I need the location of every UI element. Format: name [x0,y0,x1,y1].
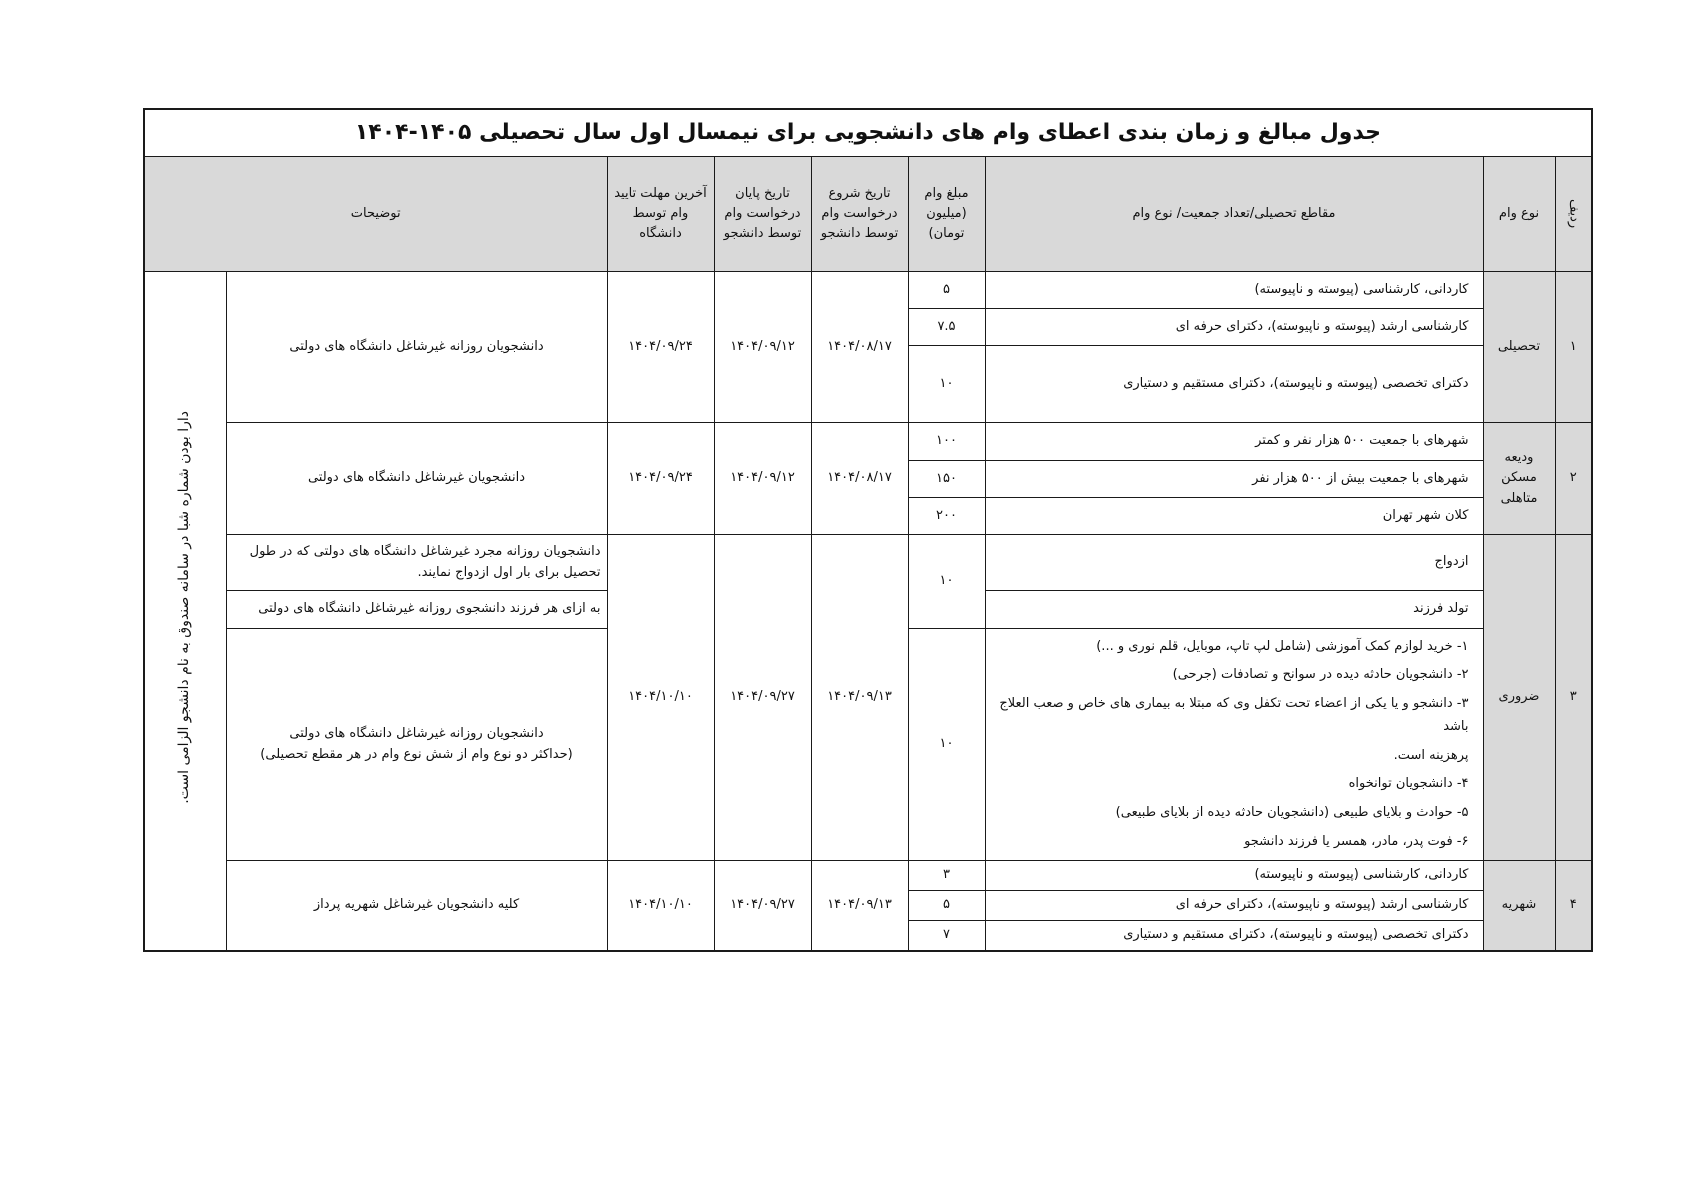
amount-cell: ۵ [908,891,985,921]
table-row [144,423,1592,461]
header-loan-type: نوع وام [1483,157,1555,272]
grade-cell-marriage: ازدواج [985,535,1483,591]
grade-cell: کارشناسی ارشد (پیوسته و ناپیوسته)، دکترای حرفه ای [985,891,1483,921]
loan-schedule-document [145,108,1593,952]
end-date-cell: ۱۴۰۴/۰۹/۱۲ [714,272,811,423]
end-date-cell: ۱۴۰۴/۰۹/۲۷ [714,535,811,861]
notes-line: دانشجویان روزانه غیرشاغل دانشگاه های دولتی [289,726,544,742]
grade-cell: شهرهای با جمعیت بیش از ۵۰۰ هزار نفر [985,461,1483,498]
start-date-cell: ۱۴۰۴/۰۹/۱۳ [811,861,908,951]
notes-cell-other [226,629,607,861]
table-title: جدول مبالغ و زمان بندی اعطای وام های دانشجویی برای نیمسال اول سال تحصیلی ۱۴۰۵-۱۴۰۴ [144,109,1592,157]
start-date-cell: ۱۴۰۴/۰۸/۱۷ [811,423,908,535]
amount-cell: ۱۰ [908,629,985,861]
loan-type-housing-deposit: ودیعه مسکن متاهلی [1483,423,1555,535]
header-amount: مبلغ وام (میلیون تومان) [908,157,985,272]
approval-deadline-cell: ۱۴۰۴/۰۹/۲۴ [607,272,714,423]
end-date-cell: ۱۴۰۴/۰۹/۱۲ [714,423,811,535]
list-item: ۵- حوادث و بلایای طبیعی (دانشجویان حادثه دیده از بلایای طبیعی) [1115,805,1469,820]
list-item: ۲- دانشجویان حادثه دیده در سوانح و تصادفات (جرحی) [1172,667,1469,683]
row-number-4: ۴ [1555,861,1592,951]
end-date-cell: ۱۴۰۴/۰۹/۲۷ [714,861,811,951]
notes-line: (حداکثر دو نوع وام از شش نوع وام در هر مقطع تحصیلی) [260,746,573,762]
row-number-3: ۳ [1555,535,1592,861]
amount-cell: ۱۰۰ [908,423,985,461]
amount-cell: ۱۵۰ [908,461,985,498]
amount-cell: ۲۰۰ [908,498,985,535]
amount-cell: ۳ [908,861,985,891]
header-grades: مقاطع تحصیلی/تعداد جمعیت/ نوع وام [985,157,1483,272]
header-end-date: تاریخ پایان درخواست وام توسط دانشجو [714,157,811,272]
approval-deadline-cell: ۱۴۰۴/۰۹/۲۴ [607,423,714,535]
grade-cell: کلان شهر تهران [985,498,1483,535]
notes-cell: کلیه دانشجویان غیرشاغل شهریه پرداز [226,861,607,951]
grade-cell: دکترای تخصصی (پیوسته و ناپیوسته)، دکترای مستقیم و دستیاری [985,346,1483,423]
start-date-cell: ۱۴۰۴/۰۸/۱۷ [811,272,908,423]
grade-cell: کاردانی، کارشناسی (پیوسته و ناپیوسته) [985,861,1483,891]
list-item: ۱- خرید لوازم کمک آموزشی (شامل لپ تاپ، موبایل، قلم نوری و ...) [1096,638,1469,654]
grade-cell-birth: تولد فرزند [985,591,1483,629]
list-item: ۴- دانشجویان توانخواه [1348,776,1469,792]
notes-cell: دانشجویان روزانه غیرشاغل دانشگاه های دولتی [226,272,607,423]
loan-type-tahsili: تحصیلی [1483,272,1555,423]
notes-cell-marriage: دانشجویان روزانه مجرد غیرشاغل دانشگاه های دولتی که در طول تحصیل برای بار اول ازدواج نمایند. [226,535,607,591]
header-row [144,157,1592,272]
table-row [144,535,1592,591]
grade-cell: کاردانی، کارشناسی (پیوسته و ناپیوسته) [985,272,1483,309]
list-item: پرهزینه است. [1393,747,1469,763]
list-item: ۶- فوت پدر، مادر، همسر یا فرزند دانشجو [1244,833,1469,849]
row-number-1: ۱ [1555,272,1592,423]
table-row [144,272,1592,309]
start-date-cell: ۱۴۰۴/۰۹/۱۳ [811,535,908,861]
emergency-reasons-list [985,629,1483,861]
approval-deadline-cell: ۱۴۰۴/۱۰/۱۰ [607,861,714,951]
row-number-2: ۲ [1555,423,1592,535]
header-row-number: ردیف [1555,157,1592,272]
loan-type-emergency: ضروری [1483,535,1555,861]
grade-cell: دکترای تخصصی (پیوسته و ناپیوسته)، دکترای مستقیم و دستیاری [985,921,1483,951]
header-approval-deadline: آخرین مهلت تایید وام توسط دانشگاه [607,157,714,272]
list-item: ۳- دانشجو و یا یکی از اعضاء تحت تکفل وی که مبتلا به بیماری های خاص و صعب العلاج باشد [999,696,1469,734]
grade-cell: شهرهای با جمعیت ۵۰۰ هزار نفر و کمتر [985,423,1483,461]
amount-cell: ۵ [908,272,985,309]
grade-cell: کارشناسی ارشد (پیوسته و ناپیوسته)، دکترای حرفه ای [985,309,1483,346]
sheba-requirement-note: دارا بودن شماره شبا در سامانه صندوق به نام دانشجو الزامی است. [144,272,226,951]
table-row [144,861,1592,891]
amount-cell: ۱۰ [908,535,985,629]
title-row [144,109,1592,157]
header-start-date: تاریخ شروع درخواست وام توسط دانشجو [811,157,908,272]
approval-deadline-cell: ۱۴۰۴/۱۰/۱۰ [607,535,714,861]
loan-schedule-table [143,108,1593,952]
notes-cell-birth: به ازای هر فرزند دانشجوی روزانه غیرشاغل دانشگاه های دولتی [226,591,607,629]
loan-type-tuition: شهریه [1483,861,1555,951]
amount-cell: ۱۰ [908,346,985,423]
amount-cell: ۷ [908,921,985,951]
amount-cell: ۷.۵ [908,309,985,346]
notes-cell: دانشجویان غیرشاغل دانشگاه های دولتی [226,423,607,535]
header-notes: توضیحات [144,157,607,272]
